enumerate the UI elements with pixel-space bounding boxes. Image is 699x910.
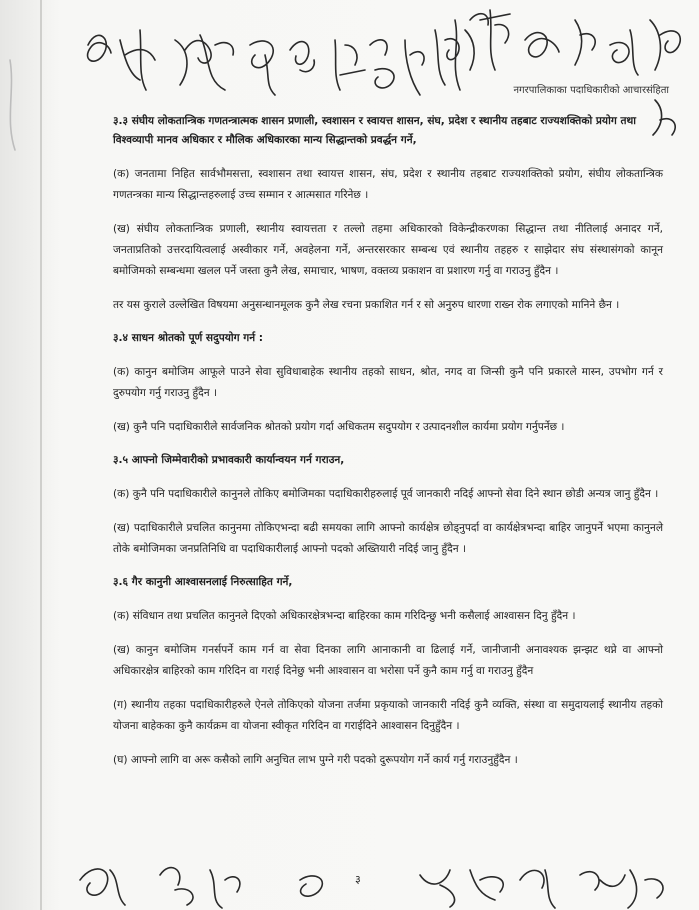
paragraph: (क) संविधान तथा प्रचलित कानुनले दिएको अधिकारक्षेत्रभन्दा बाहिरका काम गरिदिन्छु भनी कसैलाई आश्वासन दिनु हुँदैन । bbox=[113, 610, 576, 622]
section-heading: ३.४ साधन श्रोतको पूर्ण सदुपयोग गर्न : bbox=[113, 332, 264, 344]
paragraph: (ख) पदाधिकारीले प्रचलित कानुनमा तोकिएभन्दा बढी समयका लागि आफ्नो कार्यक्षेत्र छोड्नुपर्दा वा कार्यक्षेत्रभन्दा बाहिर जानुपर्ने भएमा कानुनले तोके बमोजिमका जनप्रतिनिधि वा पदाधिकारीलाई आफ्नो पदको अख्तियारी नदिई जानु हुँदैन । bbox=[113, 522, 663, 555]
paragraph: तर यस कुराले उल्लेखित विषयमा अनुसन्धानमूलक कुनै लेख रचना प्रकाशित गर्न र सो अनुरुप धारणा राख्न रोक लगाएको मानिने छैन । bbox=[113, 299, 620, 311]
document-body bbox=[113, 112, 663, 784]
paragraph: (घ) आफ्नो लागि वा अरू कसैको लागि अनुचित लाभ पुग्ने गरी पदको दुरूपयोग गर्ने कार्य गर्नु गराउनुहुँदैन । bbox=[113, 754, 518, 766]
section-heading: ३.६ गैर कानुनी आश्वासनलाई निरुत्साहित गर्ने, bbox=[113, 576, 293, 588]
paragraph: (क) कुनै पनि पदाधिकारीले कानुनले तोकिए बमोजिमका पदाधिकारीहरुलाई पूर्व जानकारी नदिई आफ्नो सेवा दिने स्थान छोडी अन्यत्र जानु हुँदैन । bbox=[113, 488, 659, 500]
page-number: ३ bbox=[355, 873, 361, 886]
page-binding-edge bbox=[40, 0, 42, 910]
paragraph: (क) कानुन बमोजिम आफूले पाउने सेवा सुविधाबाहेक स्थानीय तहको साधन, श्रोत, नगद वा जिन्सी कुनै पनि प्रकारले मास्न, उपभोग गर्न र दुरुपयोग गर्नु गराउनु हुँदैन । bbox=[113, 366, 663, 399]
paragraph: (क) जनतामा निहित सार्वभौमसत्ता, स्वशासन तथा स्वायत्त शासन, संघ, प्रदेश र स्थानीय तहबाट राज्यशक्तिको प्रयोग, संघीय लोकतान्त्रिक गणतन्त्रका मान्य सिद्धान्तहरुलाई उच्च सम्मान र आत्मसात गरिनेछ । bbox=[113, 168, 663, 201]
paragraph: (ख) संघीय लोकतान्त्रिक प्रणाली, स्थानीय स्वायत्तता र तल्लो तहमा अधिकारको विकेन्द्रीकरणका सिद्धान्त तथा नीतिलाई अनादर गर्ने, जनताप्रतिको उत्तरदायित्वलाई अस्वीकार गर्ने, अवहेलना गर्ने, अन्तरसरकार सम्बन्ध एवं स्थानीय तहहरु र साझेदार संघ संस्थासंगको कानून बमोजिमको सम्बन्धमा खलल पर्ने जस्ता कुनै लेख, समाचार, भाषण, वक्तव्य प्रकाशन वा प्रशारण गर्नु वा गराउनु हुँदैन । bbox=[113, 223, 663, 277]
section-3-4 bbox=[113, 329, 663, 438]
section-3-6 bbox=[113, 573, 663, 771]
section-heading: ३.३ संघीय लोकतान्त्रिक गणतन्त्रात्मक शासन प्रणाली, स्वशासन र स्वायत्त शासन, संघ, प्रदेश र स्थानीय तहबाट राज्यशक्तिको प्रयोग तथा विश्वव्यापी मानव अधिकार र मौलिक अधिकारका मान्य सिद्धान्तको प्रवर्द्धन गर्ने, bbox=[113, 115, 637, 146]
section-heading: ३.५ आफ्नो जिम्मेवारीको प्रभावकारी कार्यान्वयन गर्न गराउन, bbox=[113, 454, 345, 466]
section-3-5 bbox=[113, 451, 663, 560]
paragraph: (ख) कुनै पनि पदाधिकारीले सार्वजनिक श्रोतको प्रयोग गर्दा अधिकतम सदुपयोग र उत्पादनशील कार्यमा प्रयोग गर्नुपर्नेछ । bbox=[113, 421, 565, 433]
paragraph: (ग) स्थानीय तहका पदाधिकारीहरुले ऐनले तोकिएको योजना तर्जमा प्रकृयाको जानकारी नदिई कुनै व्यक्ति, संस्था वा समुदायलाई स्थानीय तहको योजना बाहेकका कुनै कार्यक्रम वा योजना स्वीकृत गरिदिन वा गराईदिने आश्वासन दिनुहुँदैन । bbox=[113, 699, 663, 732]
paragraph: (ख) कानुन बमोजिम गनर्सपर्ने काम गर्न वा सेवा दिनका लागि आनाकानी वा ढिलाई गर्ने, जानीजानी अनावश्यक झन्झट थप्ने वा आफ्नो अधिकारक्षेत्र बाहिरको काम गरिदिन वा गराई दिनेछु भनी आश्वासन वा भरोसा पर्ने कुनै काम गर्नु वा गराउनु हुँदैन bbox=[113, 644, 663, 677]
running-header: नगरपालिकाका पदाधिकारीको आचारसंहिता bbox=[513, 85, 669, 96]
section-3-3 bbox=[113, 112, 663, 316]
